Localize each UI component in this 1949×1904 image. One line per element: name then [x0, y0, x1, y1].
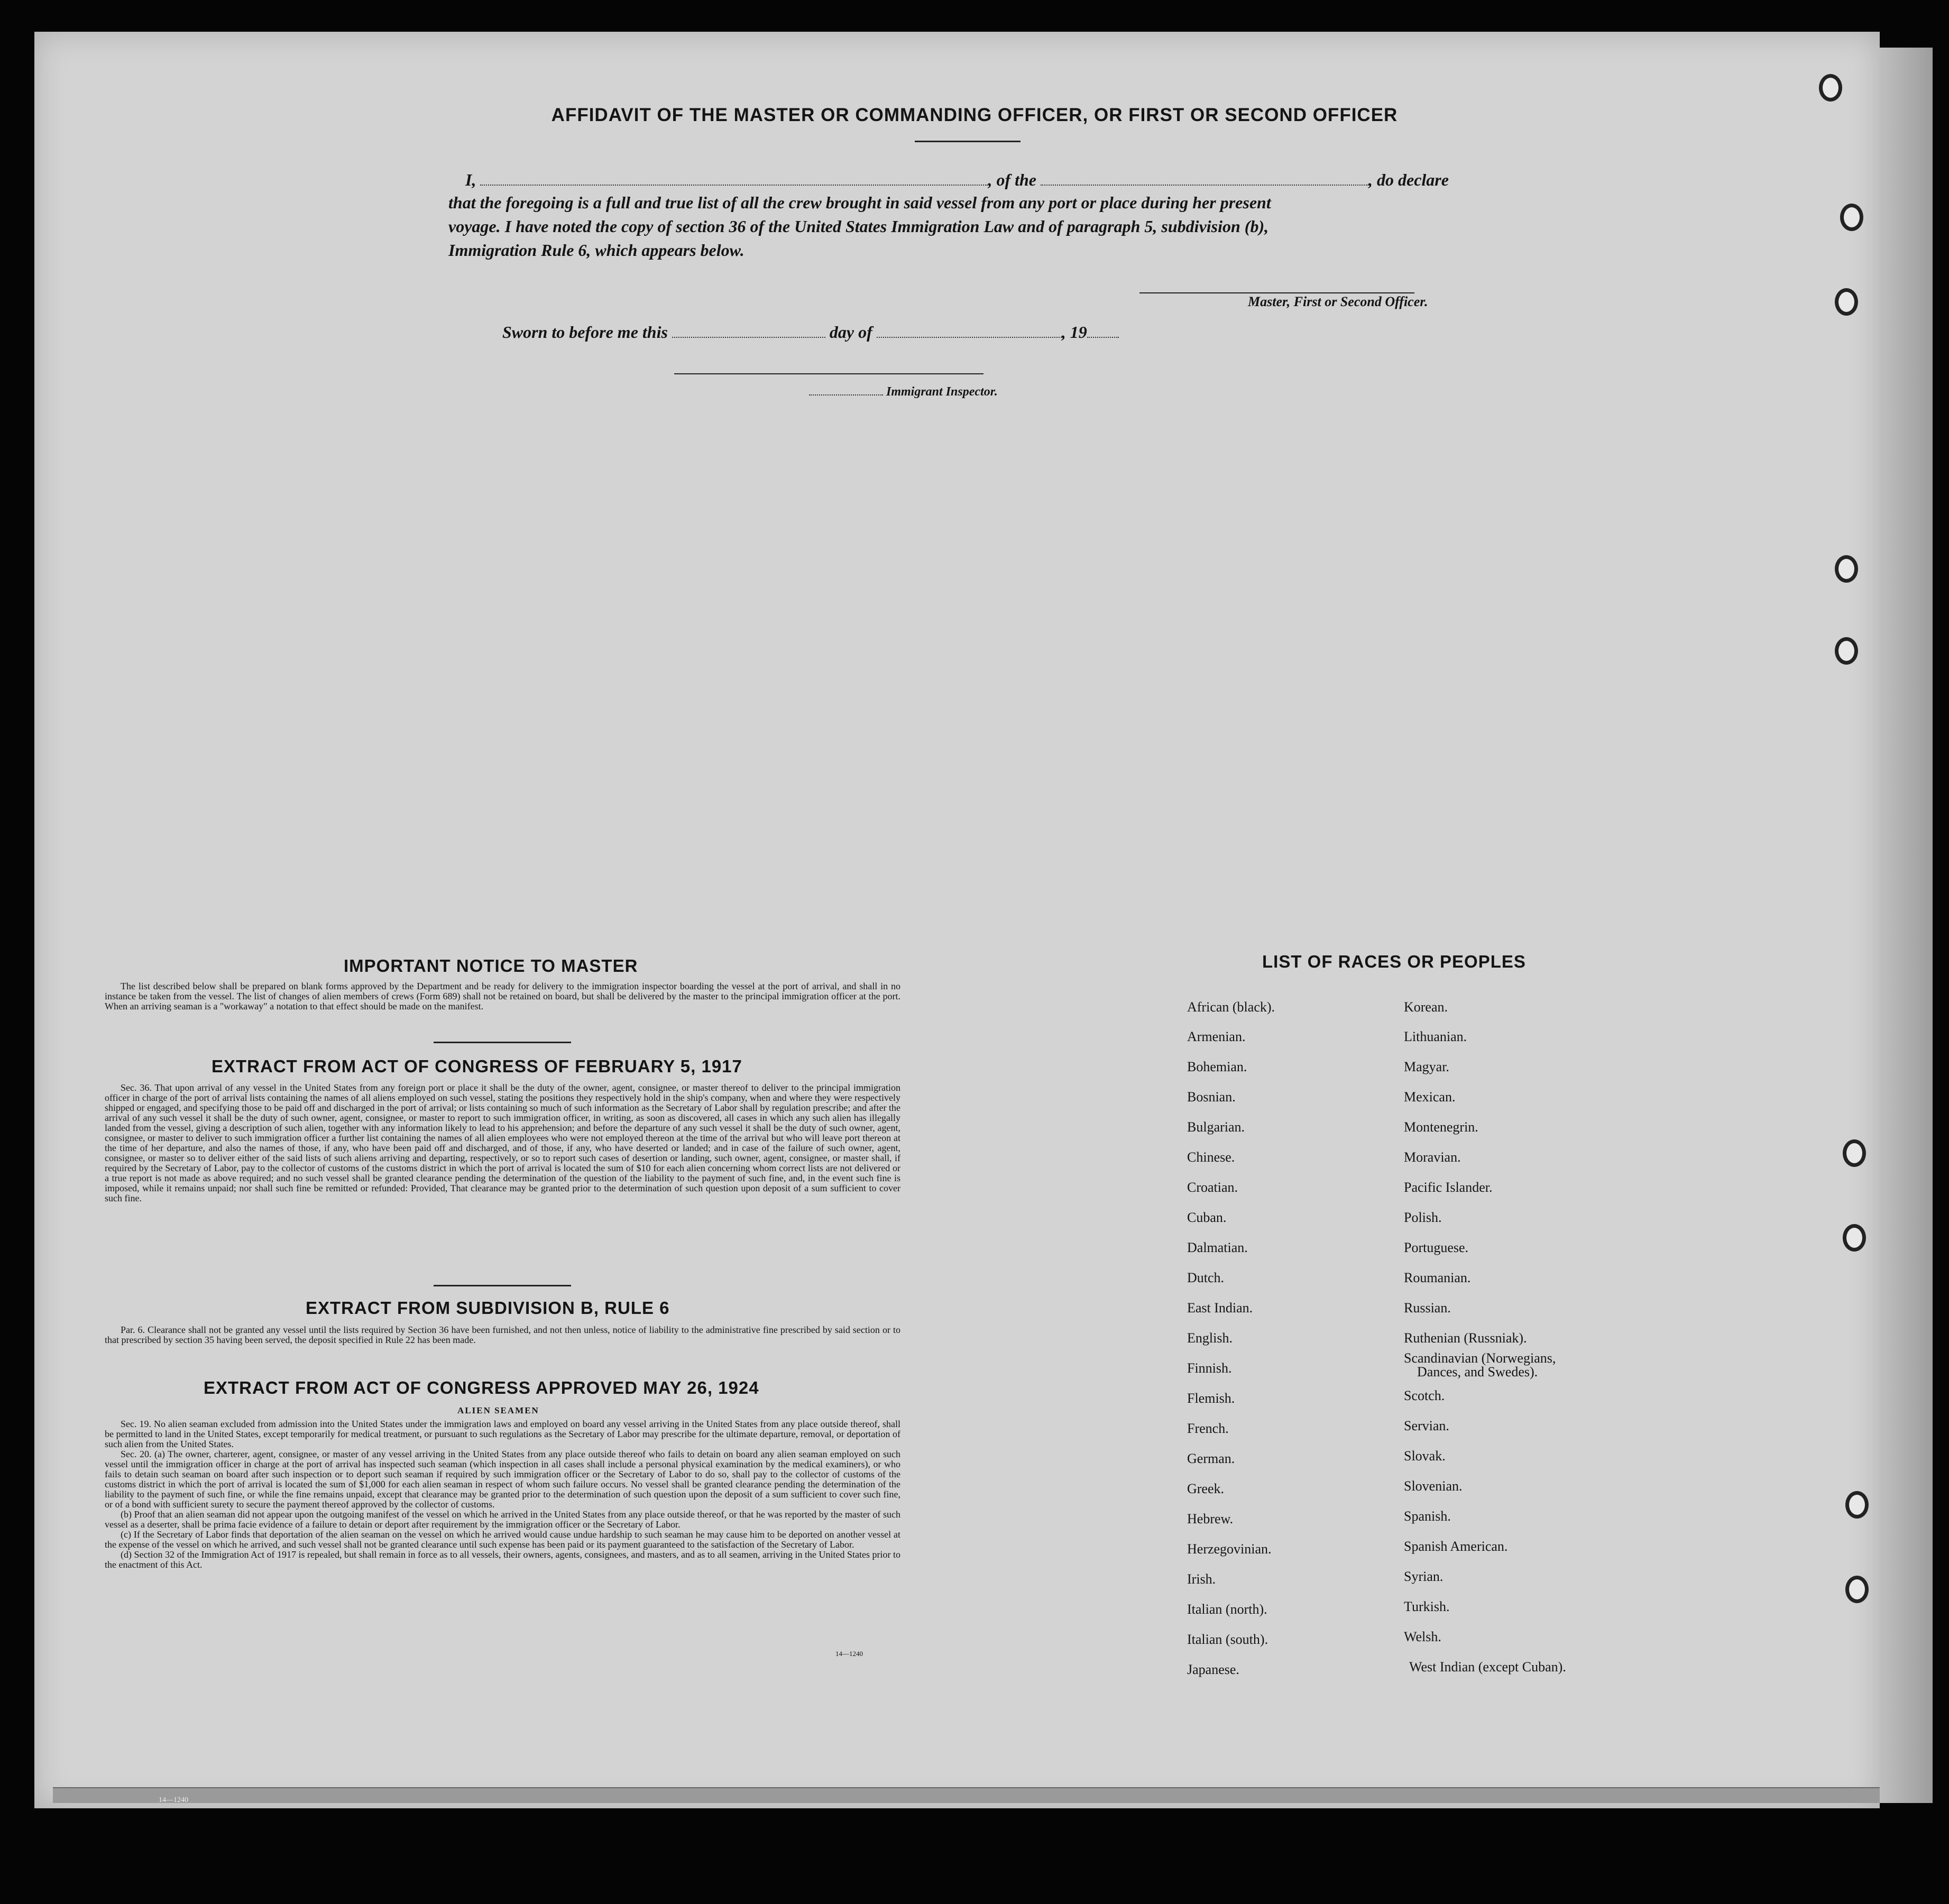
races-title: LIST OF RACES OR PEOPLES: [1262, 952, 1526, 971]
vessel-field[interactable]: [1041, 185, 1368, 186]
race-item: Cuban.: [1187, 1210, 1227, 1225]
inspector-line: [809, 385, 998, 399]
race-item: Herzegovinian.: [1187, 1541, 1272, 1557]
underlying-page-edge: [53, 1787, 1888, 1803]
sec-20d-paragraph: (d) Section 32 of the Immigration Act of 1917 is repealed, but shall remain in force as to all vessels, their owners, agents, consignees, and masters, and as to all seamen, arriving in the United States prior to the enactment of this Act.: [105, 1549, 900, 1570]
binder-hole: [1840, 204, 1863, 231]
binder-hole: [1845, 1576, 1869, 1603]
race-item: Bulgarian.: [1187, 1119, 1245, 1135]
race-item: Welsh.: [1404, 1629, 1441, 1644]
master-signature-line[interactable]: [1139, 292, 1414, 293]
affidavit-title: AFFIDAVIT OF THE MASTER OR COMMANDING OFFICER, OR FIRST OR SECOND OFFICER: [551, 105, 1398, 125]
form-number: 14—1240: [835, 1650, 863, 1658]
race-item: Armenian.: [1187, 1029, 1246, 1044]
race-item: Dutch.: [1187, 1270, 1225, 1285]
race-item: Magyar.: [1404, 1059, 1449, 1074]
binder-hole: [1835, 288, 1858, 316]
race-item: Greek.: [1187, 1481, 1225, 1496]
bottom-form-number: 14—1240: [159, 1796, 188, 1804]
sworn-line: [502, 323, 1119, 342]
race-item: Pacific Islander.: [1404, 1180, 1493, 1195]
race-item: Italian (north).: [1187, 1602, 1267, 1617]
affidavit-line-3: voyage. I have noted the copy of section 36 of the United States Immigration Law and of paragraph 5, subdivision (b),: [448, 217, 1269, 236]
affidavit-i: I,: [465, 170, 476, 189]
race-item: Finnish.: [1187, 1360, 1232, 1376]
race-item: Bohemian.: [1187, 1059, 1247, 1074]
divider: [915, 141, 1021, 142]
notice-paragraph: The list described below shall be prepared on blank forms approved by the Department and be ready for delivery to the immigration inspector boarding the vessel at the port of arrival, and shall in no instance be taken from the vessel. The list of changes of alien members of crews (Form 689) shall not be retained on board, but shall be delivered by the master to the principal immigration officer at the port. When an arriving seaman is a "workaway" a notation to that effect should be made on the manifest.: [105, 981, 900, 1011]
race-item: Portuguese.: [1404, 1240, 1469, 1255]
binding-strip: [1880, 48, 1933, 1803]
master-label: Master, First or Second Officer.: [1248, 294, 1428, 309]
extract-1917-text: [105, 1083, 900, 1203]
race-item: English.: [1187, 1330, 1233, 1346]
race-item: Japanese.: [1187, 1662, 1239, 1677]
race-item: Spanish American.: [1404, 1539, 1508, 1554]
race-item: Mexican.: [1404, 1089, 1456, 1105]
binder-hole: [1819, 74, 1842, 102]
race-item: Polish.: [1404, 1210, 1442, 1225]
race-item: Dances, and Swedes).: [1417, 1364, 1538, 1379]
sworn-year-field[interactable]: [1087, 337, 1119, 338]
section-36-paragraph: Sec. 36. That upon arrival of any vessel in the United States from any foreign port or place it shall be the duty of the owner, agent, consignee, or master thereof to deliver to the principal immigration officer in charge of the port of arrival lists containing the names of all aliens employed on such vessel, stating the positions they respectively hold in the ship's company, when and where they were respectively shipped or engaged, and specifying those to be paid off and discharged in the port of arrival; or lists containing so much of such information as the Secretary of Labor shall by regulation prescribe; and after the arrival of any such vessel it shall be the duty of such owner, agent, consignee, or master to report to such immigration officer, in writing, as soon as discovered, all cases in which any such alien has illegally landed from the vessel, giving a description of such alien, together with any information likely to lead to his apprehension; and before the departure of any such vessel it shall be the duty of such owner, agent, consignee, or master to deliver to such immigration officer a further list containing the names of all alien employees who were not employed thereon at the time of the arrival but who will leave port thereon at the time of her departure, and also the names of those, if any, who have been paid off and discharged, and of those, if any, who have deserted or landed; and in case of the failure of such owner, agent, consignee, or master so to deliver either of the said lists of such aliens arriving and departing, respectively, or so to report such cases of desertion or landing, such owner, agent, consignee, or master shall, if required by the Secretary of Labor, pay to the collector of customs of the customs district in which the port of arrival is located the sum of $10 for each alien concerning whom correct lists are not delivered or a true report is not made as above required; and no such vessel shall be granted clearance pending the determination of the question of the liability to the payment of such fine, and, in the event such fine is imposed, while it remains unpaid; nor shall such fine be remitted or refunded: Provided, That clearance may be granted prior to the determination of such question upon deposit of a sum sufficient to cover such fine.: [105, 1082, 900, 1203]
rule6-paragraph: Par. 6. Clearance shall not be granted any vessel until the lists required by Section 36 have been furnished, and not then unless, notice of liability to the administrative fine prescribed by said section or to that prescribed by section 35 having been served, the deposit specified in Rule 22 has been made.: [105, 1324, 900, 1345]
day-of-text: day of: [829, 323, 872, 342]
name-field[interactable]: [480, 185, 988, 186]
notice-text: [105, 981, 900, 1011]
sec-20a-paragraph: Sec. 20. (a) The owner, charterer, agent, consignee, or master of any vessel arriving in the United States from any place outside thereof who fails to detain on board any alien seaman employed on such vessel until the immigration officer in charge at the port of arrival has inspected such seaman (which inspection in all cases shall include a personal physical examination by the medical examiners), or who fails to detain such seaman on board after such inspection or to deport such seaman if required by such immigration officer or the Secretary of Labor to do so, shall pay to the collector of customs of the customs district in which the port of arrival is located the sum of $1,000 for each alien seaman in respect of whom such failure occurs. No vessel shall be granted clearance pending the determination of the liability to the payment of such fine, or while the fine remains unpaid, except that clearance may be granted prior to the determination of such question upon the deposit of a sum sufficient to cover such fine, or of a bond with sufficient surety to secure the payment thereof approved by the collector of customs.: [105, 1449, 900, 1510]
binder-hole: [1835, 555, 1858, 583]
race-item: Syrian.: [1404, 1569, 1444, 1584]
race-item: Italian (south).: [1187, 1632, 1268, 1647]
notice-title: IMPORTANT NOTICE TO MASTER: [344, 956, 638, 976]
race-item: East Indian.: [1187, 1300, 1253, 1316]
affidavit-of-the: , of the: [988, 170, 1036, 189]
year-text: , 19: [1061, 323, 1087, 342]
race-item: West Indian (except Cuban).: [1409, 1659, 1566, 1675]
race-item: Slovak.: [1404, 1448, 1446, 1464]
inspector-label: Immigrant Inspector.: [886, 385, 998, 399]
race-item: Slovenian.: [1404, 1478, 1463, 1494]
race-item: Scandinavian (Norwegians,: [1404, 1350, 1556, 1366]
sworn-text: Sworn to before me this: [502, 323, 668, 342]
race-item: Spanish.: [1404, 1509, 1451, 1524]
binder-hole: [1835, 637, 1858, 665]
race-item: Dalmatian.: [1187, 1240, 1248, 1255]
race-item: African (black).: [1187, 999, 1275, 1015]
race-item: Roumanian.: [1404, 1270, 1471, 1285]
sec-20c-paragraph: (c) If the Secretary of Labor finds that deportation of the alien seaman on the vessel on which he arrived would cause undue hardship to such seaman he may cause him to be deported on another vessel at the expense of the vessel on which he arrived, and such vessel shall not be granted clearance until such expense has been paid or its payment guaranteed to the satisfaction of the Secretary of Labor.: [105, 1529, 900, 1550]
race-item: Servian.: [1404, 1418, 1449, 1433]
race-item: Scotch.: [1404, 1388, 1445, 1403]
inspector-signature-line[interactable]: [674, 373, 983, 374]
race-item: Hebrew.: [1187, 1511, 1234, 1526]
race-item: Montenegrin.: [1404, 1119, 1478, 1135]
inspector-dots: [809, 394, 883, 395]
divider: [434, 1285, 571, 1286]
extract-rule6-text: [105, 1325, 900, 1345]
race-item: Chinese.: [1187, 1149, 1235, 1165]
affidavit-declare: , do declare: [1368, 170, 1449, 189]
binder-hole: [1843, 1224, 1866, 1252]
extract-1924-title: EXTRACT FROM ACT OF CONGRESS APPROVED MAY 26, 1924: [204, 1378, 759, 1397]
binder-hole: [1845, 1491, 1869, 1519]
race-item: Turkish.: [1404, 1599, 1450, 1614]
extract-1924-text: [105, 1419, 900, 1570]
race-item: Croatian.: [1187, 1180, 1238, 1195]
race-item: Moravian.: [1404, 1149, 1461, 1165]
sworn-day-field[interactable]: [672, 337, 825, 338]
sec-19-paragraph: Sec. 19. No alien seaman excluded from admission into the United States under the immigration laws and employed on board any vessel arriving in the United States from any place outside thereof, shall be permitted to land in the United States, except temporarily for medical treatment, or pursuant to such regulations as the Secretary of Labor may prescribe for the ultimate departure, removal, or deportation of such alien from the United States.: [105, 1419, 900, 1449]
race-item: French.: [1187, 1421, 1229, 1436]
sec-20b-paragraph: (b) Proof that an alien seaman did not appear upon the outgoing manifest of the vessel on which he arrived in the United States from any place outside thereof, or that he was reported by the master of such vessel as a deserter, shall be prima facie evidence of a failure to detain or deport after requirement by the immigration officer or the Secretary of Labor.: [105, 1509, 900, 1530]
race-item: Bosnian.: [1187, 1089, 1236, 1105]
divider: [434, 1042, 571, 1043]
race-item: Irish.: [1187, 1571, 1216, 1587]
race-item: German.: [1187, 1451, 1235, 1466]
affidavit-line-2: that the foregoing is a full and true list of all the crew brought in said vessel from any port or place during her present: [448, 193, 1271, 212]
race-item: Ruthenian (Russniak).: [1404, 1330, 1527, 1346]
sworn-month-field[interactable]: [877, 337, 1062, 338]
race-item: Russian.: [1404, 1300, 1451, 1316]
race-item: Flemish.: [1187, 1391, 1235, 1406]
extract-1917-title: EXTRACT FROM ACT OF CONGRESS OF FEBRUARY 5, 1917: [212, 1056, 742, 1076]
affidavit-line-1: [465, 170, 1449, 190]
affidavit-line-4: Immigration Rule 6, which appears below.: [448, 241, 744, 260]
race-item: Korean.: [1404, 999, 1448, 1015]
binder-hole: [1843, 1139, 1866, 1167]
alien-seamen-subtitle: ALIEN SEAMEN: [457, 1405, 539, 1415]
race-item: Lithuanian.: [1404, 1029, 1467, 1044]
extract-rule6-title: EXTRACT FROM SUBDIVISION B, RULE 6: [306, 1298, 670, 1318]
